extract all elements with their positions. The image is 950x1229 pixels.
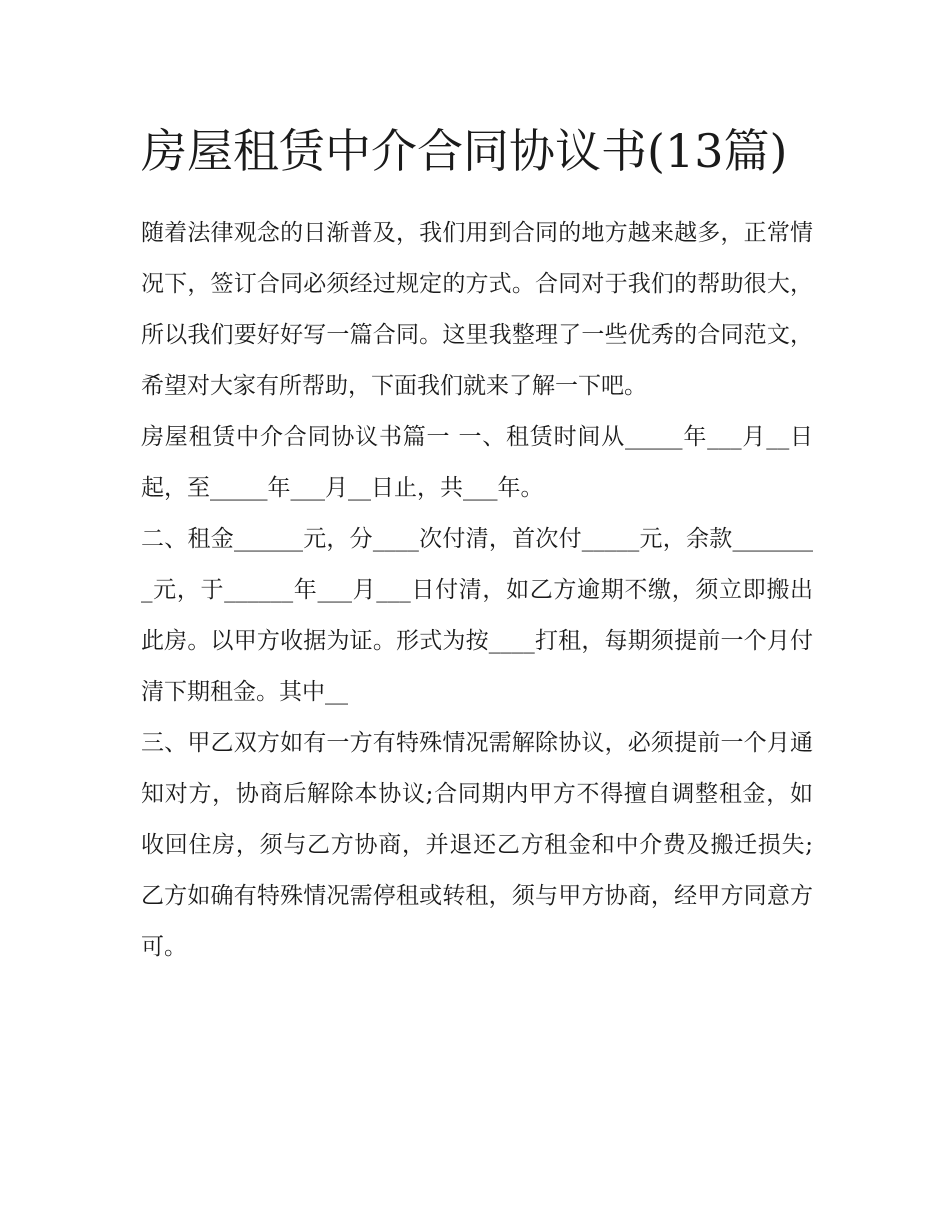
clause-one-paragraph: 房屋租赁中介合同协议书篇一 一、租赁时间从_____年___月__日起，至_____年___月__日止，共___年。 (141, 424, 813, 501)
document-title: 房屋租赁中介合同协议书(13篇) (141, 124, 788, 178)
document-page (141, 112, 813, 973)
clause-three-paragraph: 三、甲乙双方如有一方有特殊情况需解除协议，必须提前一个月通知对方，协商后解除本协议;合同期内甲方不得擅自调整租金，如收回住房，须与乙方协商，并退还乙方租金和中介费及搬迁损失;乙方如确有特殊情况需停租或转租，须与甲方协商，经甲方同意方可。 (141, 730, 813, 960)
clause-two-paragraph: 二、租金______元，分____次付清，首次付_____元，余款________元，于______年___月___日付清，如乙方逾期不缴，须立即搬出此房。以甲方收据为证。形式为按____打租，每期须提前一个月付清下期租金。其中__ (141, 526, 813, 705)
intro-paragraph: 随着法律观念的日渐普及，我们用到合同的地方越来越多，正常情况下，签订合同必须经过规定的方式。合同对于我们的帮助很大，所以我们要好好写一篇合同。这里我整理了一些优秀的合同范文，希望对大家有所帮助，下面我们就来了解一下吧。 (141, 220, 813, 399)
